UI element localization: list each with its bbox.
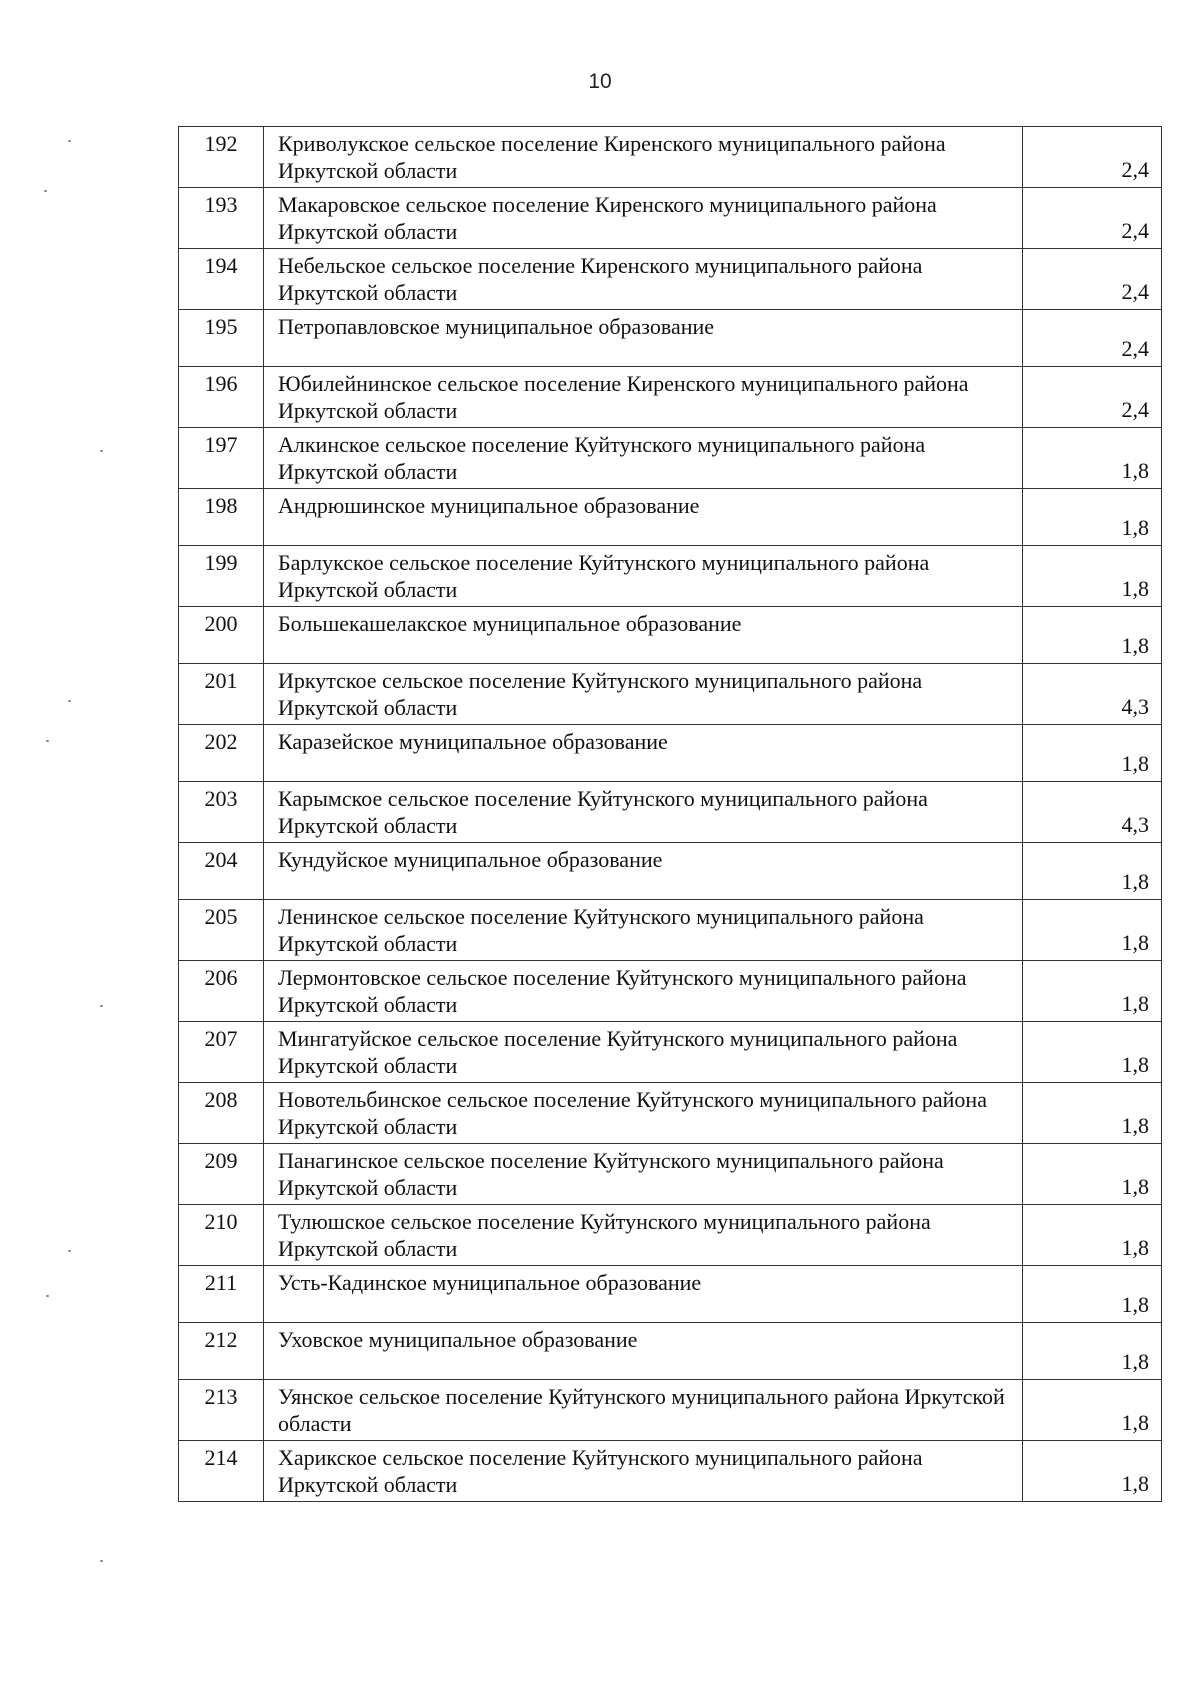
scan-speck	[44, 190, 47, 192]
row-value: 1,8	[1023, 1144, 1162, 1205]
scan-speck	[68, 140, 71, 142]
table-row	[179, 843, 1162, 900]
table-row	[179, 961, 1162, 1022]
table-row	[179, 310, 1162, 367]
municipality-name: Лермонтовское сельское поселение Куйтунского муниципального района Иркутской области	[264, 961, 1023, 1022]
row-number: 192	[179, 127, 264, 188]
table-row	[179, 127, 1162, 188]
table-row	[179, 607, 1162, 664]
table-row	[179, 782, 1162, 843]
municipality-name: Андрюшинское муниципальное образование	[264, 489, 1023, 546]
row-number: 209	[179, 1144, 264, 1205]
municipality-name: Харикское сельское поселение Куйтунского муниципального района Иркутской области	[264, 1441, 1023, 1502]
row-number: 198	[179, 489, 264, 546]
table-row	[179, 1380, 1162, 1441]
municipality-name: Усть-Кадинское муниципальное образование	[264, 1266, 1023, 1323]
row-number: 210	[179, 1205, 264, 1266]
row-number: 197	[179, 428, 264, 489]
row-number: 214	[179, 1441, 264, 1502]
row-value: 1,8	[1023, 428, 1162, 489]
table-row	[179, 1205, 1162, 1266]
row-value: 1,8	[1023, 1083, 1162, 1144]
municipality-name: Петропавловское муниципальное образование	[264, 310, 1023, 367]
row-value: 1,8	[1023, 1022, 1162, 1083]
table-row	[179, 1083, 1162, 1144]
municipality-name: Мингатуйское сельское поселение Куйтунского муниципального района Иркутской области	[264, 1022, 1023, 1083]
scan-speck	[46, 740, 49, 742]
row-value: 1,8	[1023, 961, 1162, 1022]
municipality-name: Ленинское сельское поселение Куйтунского муниципального района Иркутской области	[264, 900, 1023, 961]
scan-speck	[100, 1560, 103, 1562]
municipality-name: Большекашелакское муниципальное образование	[264, 607, 1023, 664]
scan-speck	[100, 1005, 103, 1007]
municipality-name: Барлукское сельское поселение Куйтунского муниципального района Иркутской области	[264, 546, 1023, 607]
scan-speck	[100, 450, 103, 452]
municipality-name: Панагинское сельское поселение Куйтунского муниципального района Иркутской области	[264, 1144, 1023, 1205]
row-value: 1,8	[1023, 843, 1162, 900]
table-body	[179, 127, 1162, 1502]
scan-speck	[68, 1250, 71, 1252]
row-number: 193	[179, 188, 264, 249]
municipality-name: Тулюшское сельское поселение Куйтунского муниципального района Иркутской области	[264, 1205, 1023, 1266]
municipality-name: Уянское сельское поселение Куйтунского муниципального района Иркутской области	[264, 1380, 1023, 1441]
row-number: 196	[179, 367, 264, 428]
row-number: 202	[179, 725, 264, 782]
municipality-name: Уховское муниципальное образование	[264, 1323, 1023, 1380]
row-value: 2,4	[1023, 310, 1162, 367]
row-value: 1,8	[1023, 1205, 1162, 1266]
row-value: 1,8	[1023, 607, 1162, 664]
municipality-name: Небельское сельское поселение Киренского муниципального района Иркутской области	[264, 249, 1023, 310]
municipality-name: Криволукское сельское поселение Киренского муниципального района Иркутской области	[264, 127, 1023, 188]
table-row	[179, 546, 1162, 607]
row-value: 2,4	[1023, 188, 1162, 249]
municipality-name: Каразейское муниципальное образование	[264, 725, 1023, 782]
scan-speck	[46, 1295, 49, 1297]
municipality-name: Алкинское сельское поселение Куйтунского муниципального района Иркутской области	[264, 428, 1023, 489]
row-number: 194	[179, 249, 264, 310]
row-value: 1,8	[1023, 725, 1162, 782]
row-value: 2,4	[1023, 127, 1162, 188]
row-number: 208	[179, 1083, 264, 1144]
table-row	[179, 249, 1162, 310]
row-number: 213	[179, 1380, 264, 1441]
row-number: 199	[179, 546, 264, 607]
table-row	[179, 1323, 1162, 1380]
row-value: 1,8	[1023, 900, 1162, 961]
table-row	[179, 367, 1162, 428]
municipality-name: Кундуйское муниципальное образование	[264, 843, 1023, 900]
allocation-table	[178, 126, 1162, 1502]
row-number: 203	[179, 782, 264, 843]
table-row	[179, 428, 1162, 489]
row-number: 212	[179, 1323, 264, 1380]
table-row	[179, 188, 1162, 249]
row-number: 195	[179, 310, 264, 367]
row-value: 1,8	[1023, 546, 1162, 607]
table-row	[179, 1266, 1162, 1323]
row-number: 204	[179, 843, 264, 900]
table-row	[179, 1144, 1162, 1205]
row-value: 1,8	[1023, 489, 1162, 546]
row-number: 201	[179, 664, 264, 725]
municipality-name: Макаровское сельское поселение Киренского муниципального района Иркутской области	[264, 188, 1023, 249]
row-value: 4,3	[1023, 664, 1162, 725]
row-value: 1,8	[1023, 1441, 1162, 1502]
row-value: 1,8	[1023, 1266, 1162, 1323]
table-row	[179, 489, 1162, 546]
row-value: 2,4	[1023, 249, 1162, 310]
municipality-name: Иркутское сельское поселение Куйтунского муниципального района Иркутской области	[264, 664, 1023, 725]
page-number: 10	[588, 70, 612, 93]
row-value: 4,3	[1023, 782, 1162, 843]
row-number: 206	[179, 961, 264, 1022]
table-row	[179, 664, 1162, 725]
row-number: 211	[179, 1266, 264, 1323]
scan-speck	[68, 700, 71, 702]
row-value: 1,8	[1023, 1380, 1162, 1441]
municipality-name: Карымское сельское поселение Куйтунского муниципального района Иркутской области	[264, 782, 1023, 843]
row-number: 200	[179, 607, 264, 664]
row-number: 205	[179, 900, 264, 961]
table-row	[179, 1441, 1162, 1502]
municipality-name: Юбилейнинское сельское поселение Киренского муниципального района Иркутской области	[264, 367, 1023, 428]
table-row	[179, 725, 1162, 782]
table-row	[179, 1022, 1162, 1083]
row-value: 1,8	[1023, 1323, 1162, 1380]
row-value: 2,4	[1023, 367, 1162, 428]
municipality-name: Новотельбинское сельское поселение Куйтунского муниципального района Иркутской области	[264, 1083, 1023, 1144]
row-number: 207	[179, 1022, 264, 1083]
table-row	[179, 900, 1162, 961]
